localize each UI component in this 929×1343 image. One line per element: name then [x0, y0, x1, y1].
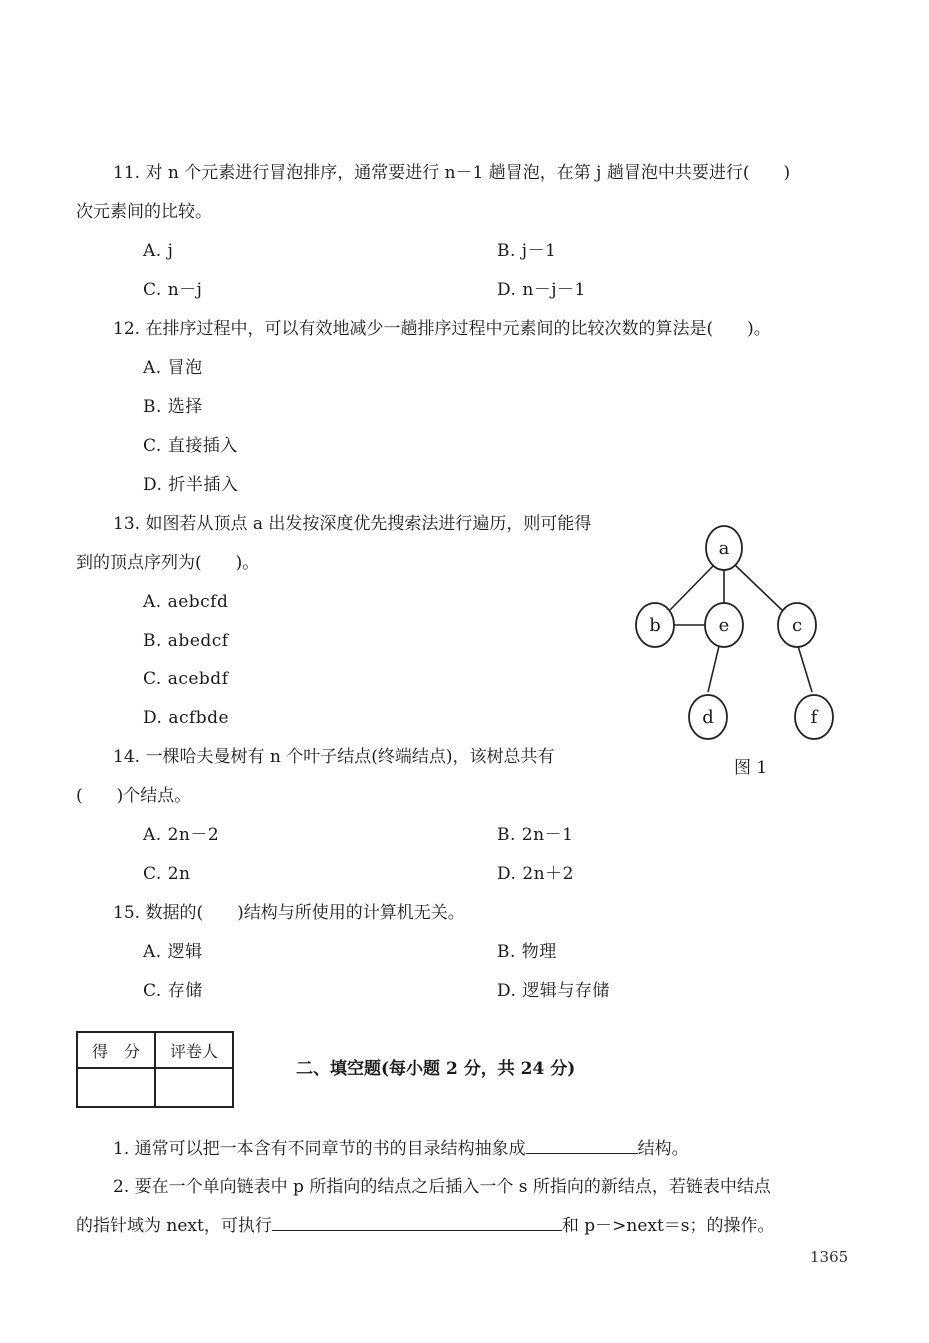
- section-title: 二、填空题(每小题 2 分，共 24 分): [296, 1059, 576, 1079]
- fill2-blank[interactable]: [272, 1214, 562, 1231]
- q11-option-d: D. n－j－1: [497, 280, 586, 300]
- fill1-text-before: 1. 通常可以把一本含有不同章节的书的目录结构抽象成: [113, 1139, 526, 1159]
- node-a-label: a: [718, 538, 730, 559]
- node-e-label: e: [718, 615, 730, 636]
- q13-text-line1: 13. 如图若从顶点 a 出发按深度优先搜索法进行遍历，则可能得: [113, 514, 592, 534]
- q13-option-a: A. aebcfd: [143, 592, 229, 612]
- q11-option-c: C. n－j: [143, 280, 203, 300]
- node-b-label: b: [649, 615, 661, 636]
- q14-text-line1: 14. 一棵哈夫曼树有 n 个叶子结点(终端结点)，该树总共有: [113, 747, 555, 767]
- grader-cell[interactable]: [155, 1068, 233, 1107]
- q11-text-line2: 次元素间的比较。: [76, 202, 212, 222]
- fill1-blank[interactable]: [526, 1137, 638, 1154]
- q11-option-a: A. j: [143, 241, 174, 261]
- q14-option-c: C. 2n: [143, 864, 191, 884]
- q12-text: 12. 在排序过程中，可以有效地减少一趟排序过程中元素间的比较次数的算法是( )。: [113, 319, 771, 339]
- q14-option-d: D. 2n＋2: [497, 864, 574, 884]
- q15-option-d: D. 逻辑与存储: [497, 981, 610, 1001]
- q15-text: 15. 数据的( )结构与所使用的计算机无关。: [113, 903, 465, 923]
- q13-option-c: C. acebdf: [143, 669, 229, 689]
- q13-option-b: B. abedcf: [143, 631, 229, 651]
- q12-option-d: D. 折半插入: [143, 475, 239, 495]
- figure-caption: 图 1: [734, 758, 768, 778]
- grader-label: 评卷人: [155, 1032, 233, 1068]
- fill2-question-line2: [76, 1214, 775, 1237]
- node-d-label: d: [702, 707, 714, 728]
- q15-option-b: B. 物理: [497, 942, 557, 962]
- edge-c-f: [798, 646, 812, 692]
- q11-option-b: B. j－1: [497, 241, 557, 261]
- q14-option-b: B. 2n－1: [497, 825, 574, 845]
- score-table: [76, 1031, 234, 1108]
- fill1-text-after: 结构。: [637, 1139, 689, 1159]
- fill1-question: [113, 1137, 689, 1160]
- q11-text-line1: 11. 对 n 个元素进行冒泡排序，通常要进行 n－1 趟冒泡，在第 j 趟冒泡中共要进行( ): [113, 163, 791, 183]
- edge-a-b: [670, 565, 714, 610]
- score-label: 得 分: [77, 1032, 155, 1068]
- q15-option-c: C. 存储: [143, 981, 203, 1001]
- fill2-text-before: 的指针域为 next，可执行: [76, 1216, 272, 1236]
- q12-option-c: C. 直接插入: [143, 436, 238, 456]
- page-number: 1365: [810, 1248, 849, 1266]
- q15-option-a: A. 逻辑: [143, 942, 203, 962]
- fill2-text-line1: 2. 要在一个单向链表中 p 所指向的结点之后插入一个 s 所指向的新结点，若链表中结点: [113, 1177, 771, 1197]
- q14-text-line2: ( )个结点。: [76, 786, 192, 806]
- edge-e-d: [708, 646, 719, 692]
- node-f-label: f: [810, 707, 818, 728]
- q13-text-line2: 到的顶点序列为( )。: [76, 553, 260, 573]
- edge-a-c: [735, 565, 784, 612]
- node-c-label: c: [791, 615, 803, 636]
- fill2-text-after: 和 p－>next＝s；的操作。: [561, 1216, 775, 1236]
- score-cell[interactable]: [77, 1068, 155, 1107]
- q13-option-d: D. acfbde: [143, 708, 230, 728]
- q12-option-a: A. 冒泡: [143, 358, 203, 378]
- q14-option-a: A. 2n－2: [143, 825, 220, 845]
- q12-option-b: B. 选择: [143, 397, 203, 417]
- graph-figure: [628, 515, 838, 745]
